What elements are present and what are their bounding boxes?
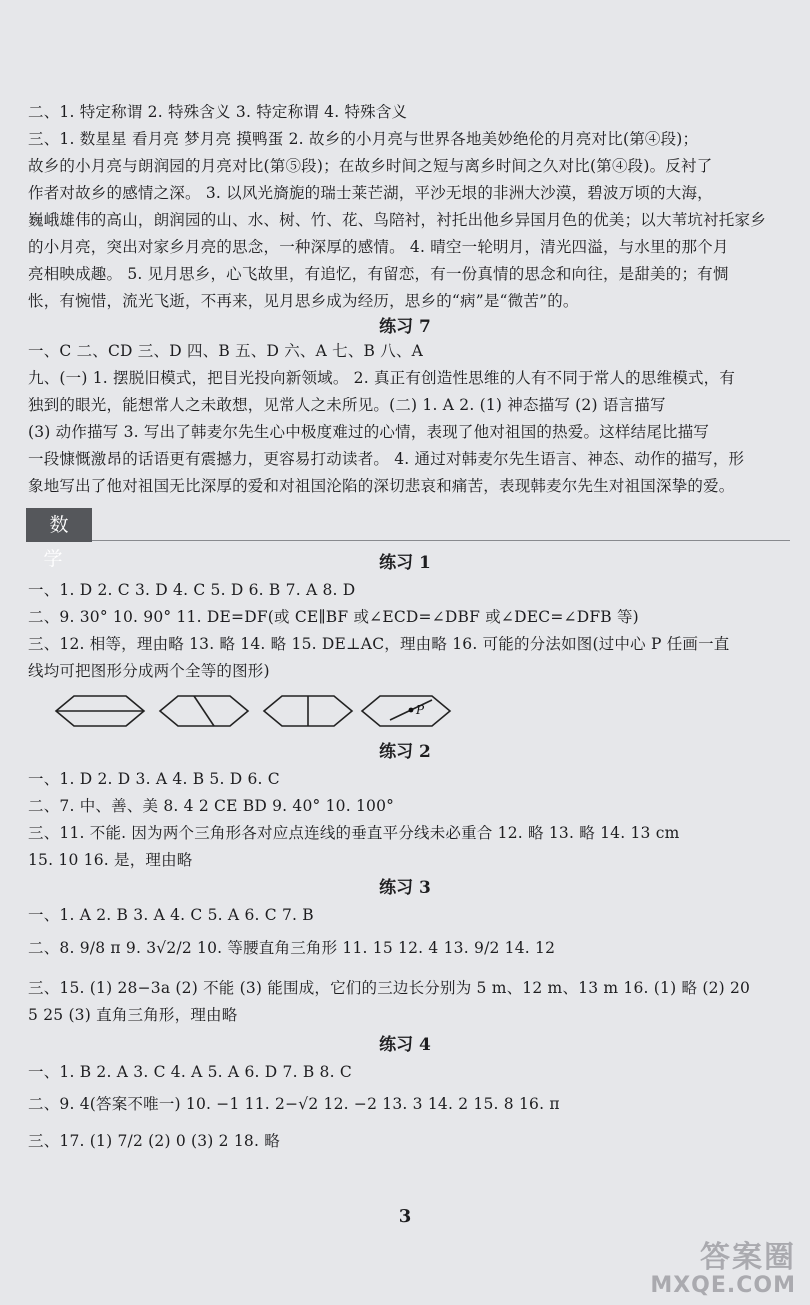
answer-line: 独到的眼光，能想常人之未敢想，见常人之未所见。(二) 1. A 2. (1) 神态描写 (2) 语言描写 (28, 396, 666, 414)
page-number: 3 (398, 1206, 412, 1227)
answer-line: 线均可把图形分成两个全等的图形) (28, 662, 270, 680)
section-divider (92, 540, 790, 541)
answer-line: 二、9. 4(答案不唯一) 10. −1 11. 2−√2 12. −2 13. 3 14. 2 15. 8 16. π (28, 1095, 560, 1113)
point-p-label: P (416, 703, 425, 717)
answer-line: 一段慷慨激昂的话语更有震撼力，更容易打动读者。 4. 通过对韩麦尔先生语言、神态、动作的描写，形 (28, 450, 745, 468)
watermark-logo: 答案圈 MXQE.COM (650, 1240, 796, 1298)
answer-line: 三、17. (1) 7/2 (2) 0 (3) 2 18. 略 (28, 1132, 280, 1150)
answer-line: 九、(一) 1. 摆脱旧模式，把目光投向新领域。 2. 真正有创造性思维的人有不同于常人的思维模式，有 (28, 369, 736, 387)
answer-line: (3) 动作描写 3. 写出了韩麦尔先生心中极度难过的心情，表现了他对祖国的热爱。这样结尾比描写 (28, 423, 710, 441)
answer-line: 故乡的小月亮与朗润园的月亮对比(第⑤段)；在故乡时间之短与离乡时间之久对比(第④段)。反衬了 (28, 157, 713, 175)
answer-line: 三、15. (1) 28−3a (2) 不能 (3) 能围成，它们的三边长分别为 5 m、12 m、13 m 16. (1) 略 (2) 20 (28, 979, 751, 997)
answer-line: 作者对故乡的感情之深。 3. 以风光旖旎的瑞士莱芒湖，平沙无垠的非洲大沙漠，碧波万顷的大海， (28, 184, 713, 202)
exercise-heading: 练习 7 (379, 317, 431, 337)
answer-line: 15. 10 16. 是，理由略 (28, 851, 193, 869)
exercise-heading: 练习 4 (379, 1035, 431, 1055)
answer-line: 三、11. 不能. 因为两个三角形各对应点连线的垂直平分线未必重合 12. 略 13. 略 14. 13 cm (28, 824, 680, 842)
answer-line: 一、1. D 2. D 3. A 4. B 5. D 6. C (28, 770, 280, 788)
answer-line: 的小月亮，突出对家乡月亮的思念，一种深厚的感情。 4. 晴空一轮明月，清光四溢，与水里的那个月 (28, 238, 729, 256)
answer-line: 一、1. A 2. B 3. A 4. C 5. A 6. C 7. B (28, 906, 314, 924)
answer-line: 三、12. 相等，理由略 13. 略 14. 略 15. DE⊥AC，理由略 16. 可能的分法如图(过中心 P 任画一直 (28, 635, 730, 653)
hexagon-figure-4 (362, 696, 450, 726)
answer-line: 二、1. 特定称谓 2. 特殊含义 3. 特定称谓 4. 特殊含义 (28, 103, 408, 121)
answer-line: 一、C 二、CD 三、D 四、B 五、D 六、A 七、B 八、A (28, 342, 424, 360)
exercise-heading: 练习 2 (379, 742, 431, 762)
exercise-heading: 练习 1 (379, 553, 431, 573)
answer-line: 一、1. D 2. C 3. D 4. C 5. D 6. B 7. A 8. D (28, 581, 356, 599)
section-tab-math: 数学 (26, 508, 92, 542)
answer-line: 象地写出了他对祖国无比深厚的爱和对祖国沦陷的深切悲哀和痛苦，表现韩麦尔先生对祖国深挚的爱。 (28, 477, 735, 495)
answer-line: 怅，有惋惜，流光飞逝，不再来，见月思乡成为经历，思乡的“病”是“微苦”的。 (28, 292, 579, 310)
answer-line: 三、1. 数星星 看月亮 梦月亮 摸鸭蛋 2. 故乡的小月亮与世界各地美妙绝伦的月亮对比(第④段)； (28, 130, 699, 148)
exercise-heading: 练习 3 (379, 878, 431, 898)
answer-line: 5 25 (3) 直角三角形，理由略 (28, 1006, 238, 1024)
answer-line: 一、1. B 2. A 3. C 4. A 5. A 6. D 7. B 8. C (28, 1063, 352, 1081)
answer-line: 亮相映成趣。 5. 见月思乡，心飞故里，有追忆，有留恋，有一份真情的思念和向往，是甜美的；有惆 (28, 265, 729, 283)
answer-line: 二、8. 9/8 π 9. 3√2/2 10. 等腰直角三角形 11. 15 12. 4 13. 9/2 14. 12 (28, 939, 556, 957)
answer-line: 二、9. 30° 10. 90° 11. DE=DF(或 CE∥BF 或∠ECD=∠DBF 或∠DEC=∠DFB 等) (28, 608, 639, 626)
answer-line: 二、7. 中、善、美 8. 4 2 CE BD 9. 40° 10. 100° (28, 797, 395, 815)
hexagon-division-figures (52, 690, 452, 732)
answer-line: 巍峨雄伟的高山，朗润园的山、水、树、竹、花、鸟陪衬，衬托出他乡异国月色的优美；以大苇坑衬托家乡 (28, 211, 766, 229)
